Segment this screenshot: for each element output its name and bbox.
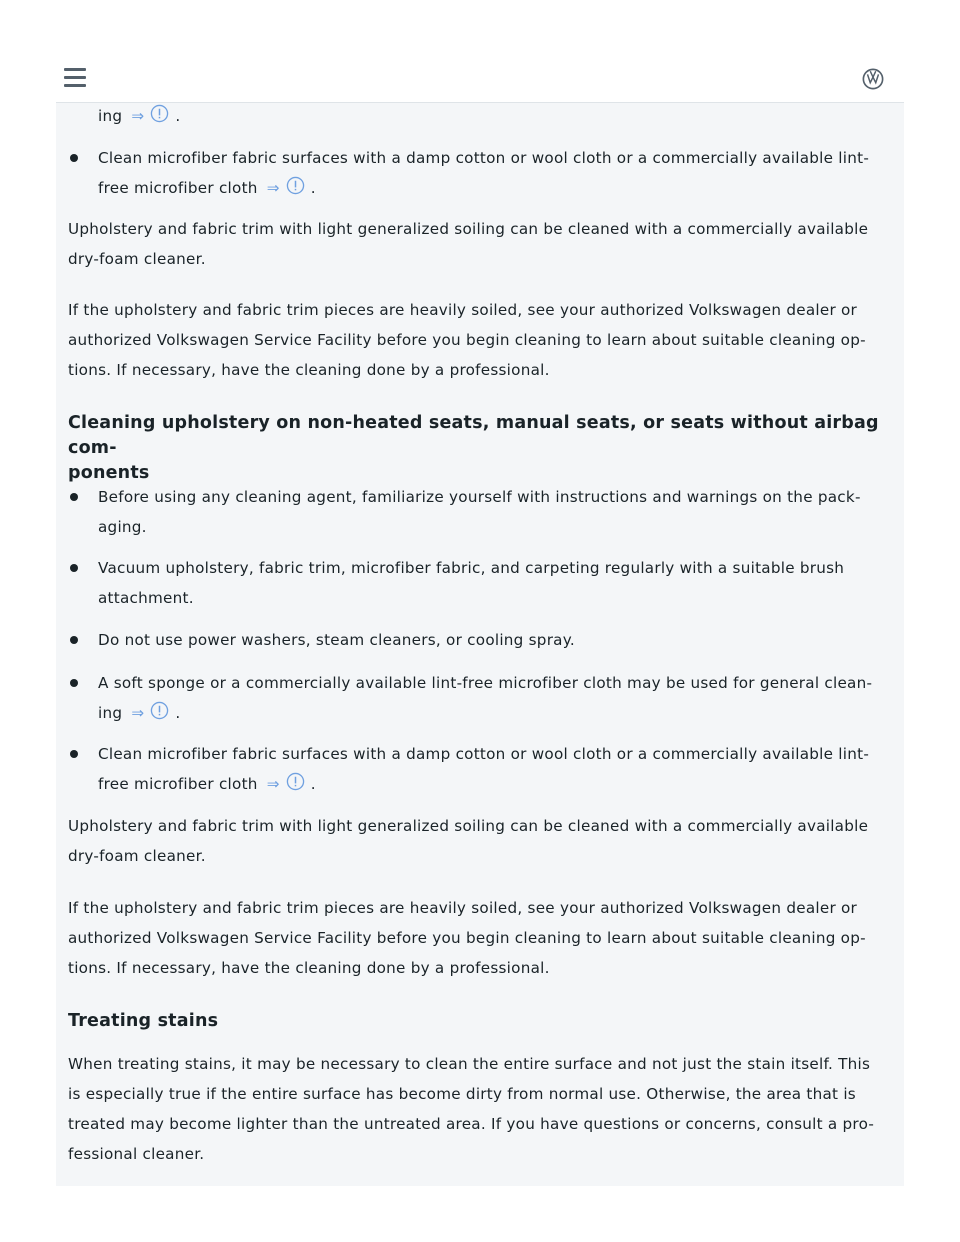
bullet-continuation bbox=[98, 101, 888, 131]
paragraph: Upholstery and fabric trim with light generalized soiling can be cleaned with a commercially available dry-foam cleaner. bbox=[68, 817, 869, 865]
link-arrow[interactable]: ⇒ bbox=[266, 775, 280, 793]
warning-notice-icon[interactable] bbox=[150, 104, 169, 123]
bullet-item: Before using any cleaning agent, familiarize yourself with instructions and warnings on the pack- aging. bbox=[98, 482, 888, 542]
bullet-item bbox=[98, 143, 888, 203]
hamburger-menu-icon[interactable] bbox=[64, 68, 86, 88]
bullet-text: ing bbox=[98, 107, 123, 125]
paragraph: When treating stains, it may be necessary to clean the entire surface and not just the stain itself. This is especially true if the entire surface has become dirty from normal use. Otherwise, the area that is treated may become lighter than the untreated area. If you have questions or concerns, consult a pro- fessional cleaner. bbox=[68, 1055, 875, 1163]
paragraph: If the upholstery and fabric trim pieces are heavily soiled, see your authorized Volkswagen dealer or authorized Volkswagen Service Facility before you begin cleaning to learn about suitable cleaning op- tions. If necessary, have the cleaning done by a professional. bbox=[68, 301, 866, 379]
link-arrow[interactable]: ⇒ bbox=[131, 704, 145, 722]
bullet-item: A soft sponge or a commercially available lint-free microfiber cloth may be used for general clean- ing ⇒ . bbox=[98, 668, 888, 728]
bullet-item: Do not use power washers, steam cleaners, or cooling spray. bbox=[98, 625, 888, 655]
top-bar bbox=[56, 56, 904, 103]
document-content bbox=[56, 103, 904, 1186]
section-heading-treating-stains: Treating stains bbox=[68, 1011, 219, 1031]
vw-logo-icon[interactable] bbox=[862, 68, 884, 90]
link-arrow[interactable]: ⇒ bbox=[266, 179, 280, 197]
period: . bbox=[175, 107, 181, 125]
bullet-item: Vacuum upholstery, fabric trim, microfiber fabric, and carpeting regularly with a suitable brush attachment. bbox=[98, 553, 888, 613]
warning-notice-icon[interactable] bbox=[286, 176, 305, 195]
section-heading: Cleaning upholstery on non-heated seats, manual seats, or seats without airbag com- ponents bbox=[68, 413, 879, 483]
paragraph: Upholstery and fabric trim with light generalized soiling can be cleaned with a commercially available dry-foam cleaner. bbox=[68, 220, 869, 268]
bullet-item: Clean microfiber fabric surfaces with a damp cotton or wool cloth or a commercially available lint- free microfiber cloth ⇒ . bbox=[98, 739, 888, 799]
warning-notice-icon[interactable] bbox=[150, 701, 169, 720]
warning-notice-icon[interactable] bbox=[286, 772, 305, 791]
bullet-text: Clean microfiber fabric surfaces with a damp cotton or wool cloth or a commercially available lint- bbox=[98, 149, 870, 167]
bullet-text: free microfiber cloth bbox=[98, 179, 258, 197]
link-arrow[interactable]: ⇒ bbox=[131, 107, 145, 125]
period: . bbox=[310, 179, 316, 197]
paragraph: If the upholstery and fabric trim pieces are heavily soiled, see your authorized Volkswagen dealer or authorized Volkswagen Service Facility before you begin cleaning to learn about suitable cleaning op- tions. If necessary, have the cleaning done by a professional. bbox=[68, 899, 866, 977]
